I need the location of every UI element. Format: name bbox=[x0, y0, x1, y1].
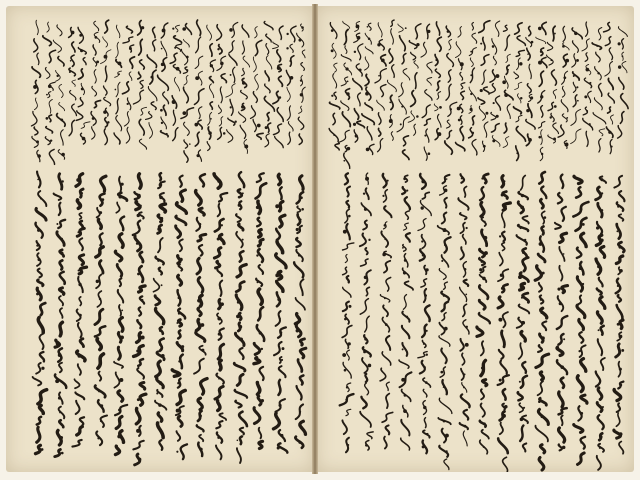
left-lower-text-column bbox=[234, 172, 247, 463]
right-upper-text-column bbox=[582, 22, 593, 146]
right-upper-text-column bbox=[547, 26, 559, 143]
right-lower-text-column bbox=[573, 176, 588, 464]
right-lower-text-column bbox=[596, 177, 606, 470]
book-gutter bbox=[312, 4, 318, 474]
right-upper-text-column bbox=[362, 23, 374, 154]
left-upper-text-column bbox=[217, 25, 227, 140]
left-upper-text-column bbox=[76, 27, 90, 144]
right-lower-text-column bbox=[438, 175, 452, 470]
left-upper-text-column bbox=[43, 22, 56, 164]
left-lower-text-column bbox=[133, 174, 146, 465]
right-upper-text-column bbox=[397, 24, 410, 160]
left-lower-text-column bbox=[172, 176, 187, 460]
right-upper-text-column bbox=[571, 28, 583, 144]
left-lower-text-column bbox=[294, 176, 306, 448]
right-upper-text-column bbox=[536, 22, 547, 160]
left-page bbox=[6, 6, 314, 472]
right-lower-text-column bbox=[458, 174, 469, 446]
right-lower-text-column bbox=[399, 175, 413, 450]
right-upper-text-column bbox=[514, 23, 526, 161]
right-lower-text-column bbox=[535, 172, 548, 470]
right-lower-text-column bbox=[380, 174, 393, 449]
right-lower-text-column bbox=[517, 175, 530, 451]
right-lower-text-column bbox=[340, 173, 354, 452]
right-upper-text-column bbox=[387, 20, 396, 140]
right-upper-text-column bbox=[339, 21, 352, 168]
left-lower-text-column bbox=[95, 176, 107, 445]
right-upper-text-column bbox=[478, 21, 490, 152]
left-upper-text-column bbox=[114, 25, 122, 144]
right-lower-text-column bbox=[360, 173, 373, 450]
left-upper-text-column bbox=[194, 20, 204, 161]
left-upper-text-column bbox=[53, 25, 65, 159]
left-upper-text-column bbox=[69, 27, 77, 135]
left-upper-text-column bbox=[273, 26, 284, 148]
left-upper-text-column bbox=[158, 23, 169, 137]
left-lower-text-column bbox=[114, 177, 127, 455]
left-upper-text-column bbox=[251, 27, 264, 140]
right-upper-text-column bbox=[490, 21, 500, 146]
left-upper-text-column bbox=[297, 24, 306, 145]
right-page bbox=[316, 6, 634, 472]
left-upper-text-column bbox=[146, 27, 157, 138]
left-upper-text-column bbox=[286, 26, 296, 144]
right-upper-text-column bbox=[502, 25, 513, 147]
left-upper-text-column bbox=[264, 21, 274, 146]
left-lower-text-column bbox=[254, 173, 266, 448]
left-upper-text-column bbox=[170, 25, 181, 140]
right-upper-text-column bbox=[434, 22, 442, 140]
right-upper-text-column bbox=[445, 26, 457, 154]
right-upper-text-column bbox=[469, 22, 477, 154]
right-upper-text-column bbox=[526, 26, 535, 145]
left-upper-text-column bbox=[133, 20, 146, 149]
left-upper-text-column bbox=[101, 20, 111, 144]
left-upper-text-column bbox=[122, 26, 134, 143]
left-lower-text-column bbox=[273, 174, 287, 452]
right-page-text-columns bbox=[316, 6, 634, 472]
left-lower-text-column bbox=[72, 174, 86, 447]
left-upper-text-column bbox=[207, 25, 216, 150]
left-upper-text-column bbox=[91, 21, 101, 139]
left-page-text-columns bbox=[6, 6, 314, 472]
left-upper-text-column bbox=[226, 22, 238, 142]
right-lower-text-column bbox=[418, 174, 431, 453]
right-lower-text-column bbox=[498, 176, 511, 472]
right-upper-text-column bbox=[421, 24, 432, 160]
left-lower-text-column bbox=[33, 172, 47, 454]
left-upper-text-column bbox=[31, 20, 40, 161]
left-lower-text-column bbox=[214, 174, 227, 459]
scan-label bbox=[305, 471, 345, 480]
right-upper-text-column bbox=[592, 28, 606, 152]
left-lower-text-column bbox=[194, 174, 207, 456]
right-lower-text-column bbox=[555, 175, 568, 451]
right-upper-text-column bbox=[353, 21, 365, 142]
right-upper-text-column bbox=[375, 23, 386, 152]
right-upper-text-column bbox=[455, 27, 464, 151]
right-lower-text-column bbox=[477, 174, 490, 454]
left-lower-text-column bbox=[153, 173, 166, 450]
left-lower-text-column bbox=[54, 174, 67, 457]
right-upper-text-column bbox=[558, 26, 569, 148]
right-lower-text-column bbox=[614, 176, 625, 454]
left-upper-text-column bbox=[239, 25, 250, 153]
right-upper-text-column bbox=[604, 22, 615, 153]
left-upper-text-column bbox=[181, 24, 194, 163]
right-upper-text-column bbox=[618, 27, 629, 138]
right-upper-text-column bbox=[329, 23, 340, 150]
